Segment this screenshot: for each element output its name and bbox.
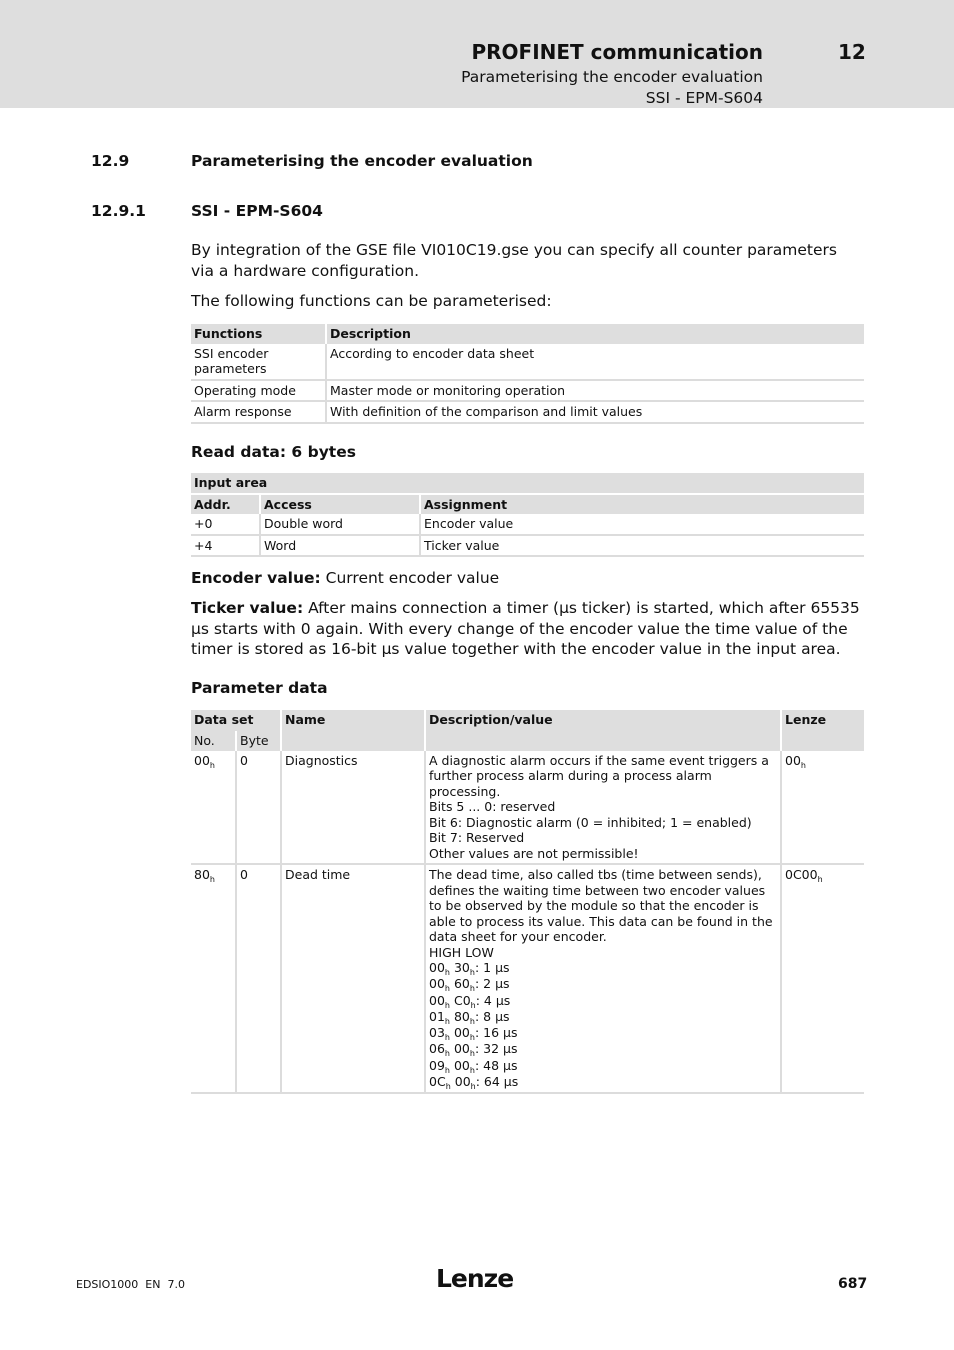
- header-title: PROFINET communication: [471, 40, 763, 64]
- document-id: EDSIO1000 EN 7.0: [76, 1278, 185, 1291]
- col-header-no: No.: [191, 731, 236, 751]
- intro-paragraph: By integration of the GSE file VI010C19.gse you can specify all counter parameters via a hardware configuration.: [191, 241, 837, 280]
- chapter-number: 12: [838, 40, 866, 64]
- functions-table: [191, 324, 864, 424]
- encoder-value-paragraph: [191, 568, 864, 589]
- dead-time-description: The dead time, also called tbs (time between sends), defines the waiting time between two encoder values to be observed by the module so that the encoder is able to process its value. This data can be found in the data sheet for your encoder. HIGH LOW: [429, 867, 773, 960]
- read-data-heading: Read data: 6 bytes: [191, 443, 356, 461]
- cell-description: [425, 864, 781, 1093]
- section-title: Parameterising the encoder evaluation: [191, 152, 533, 170]
- dead-time-value-line: $03_h$ $00_h$: 16 µs: [429, 1025, 518, 1043]
- cell-byte: 0: [236, 864, 281, 1093]
- cell-description: Master mode or monitoring operation: [326, 380, 864, 402]
- dead-time-value-line: $00_h$ $C0_h$: 4 µs: [429, 992, 511, 1010]
- cell-lenze: $0C00_h$: [781, 864, 864, 1093]
- subsection-number: 12.9.1: [91, 202, 146, 220]
- header-subtitle-1: Parameterising the encoder evaluation: [461, 68, 763, 86]
- page-number: 687: [838, 1276, 868, 1292]
- col-header-name: Name: [281, 710, 425, 751]
- parameter-data-heading: Parameter data: [191, 679, 328, 697]
- table-row-dead-time: [191, 864, 864, 1093]
- dead-time-value-line: $01_h$ $80_h$: 8 µs: [429, 1008, 510, 1026]
- ticker-value-paragraph: [191, 598, 864, 660]
- cell-description: A diagnostic alarm occurs if the same event triggers a further process alarm during a process alarm processing. Bits 5 ... 0: reserved Bit 6: Diagnostic alarm (0 = inhibited; 1 = enabled) Bit 7: Reserved Other values are not permissible!: [425, 751, 781, 865]
- dead-time-value-line: $09_h$ $00_h$: 48 µs: [429, 1057, 518, 1075]
- cell-lenze: $00_h$: [781, 751, 864, 865]
- input-area-table: [191, 473, 864, 557]
- col-header-description: Description: [326, 324, 864, 344]
- col-header-data-set: Data set: [191, 710, 281, 731]
- col-header-assignment: Assignment: [420, 494, 864, 515]
- ticker-value-label: Ticker value:: [191, 599, 304, 617]
- parameter-data-table: [191, 710, 864, 1094]
- col-header-lenze: Lenze: [781, 710, 864, 751]
- ticker-value-text: After mains connection a timer (µs ticker) is started, which after 65535 µs starts with 0 again. With every change of the encoder value the time value of the timer is stored as 16-bit µs value together with the encoder value in the input area.: [191, 599, 860, 658]
- cell-function: Alarm response: [191, 401, 326, 423]
- table-row: [191, 401, 864, 423]
- dead-time-value-line: $00_h$ $30_h$: 1 µs: [429, 960, 510, 977]
- table-row: [191, 344, 864, 380]
- intro-paragraph-2: The following functions can be parameterised:: [191, 292, 552, 310]
- cell-no: $00_h$: [191, 751, 236, 865]
- cell-access: Double word: [260, 514, 420, 535]
- dead-time-value-list: [429, 960, 777, 1090]
- header-subtitle-2: SSI - EPM-S604: [645, 89, 763, 107]
- cell-access: Word: [260, 535, 420, 557]
- subsection-title: SSI - EPM-S604: [191, 202, 323, 220]
- cell-description: With definition of the comparison and limit values: [326, 401, 864, 423]
- dead-time-value-line: $00_h$ $60_h$: 2 µs: [429, 976, 510, 994]
- table-row: [191, 535, 864, 557]
- col-header-functions: Functions: [191, 324, 326, 344]
- page-header: [0, 0, 954, 108]
- cell-name: Diagnostics: [281, 751, 425, 865]
- cell-assignment: Ticker value: [420, 535, 864, 557]
- cell-addr: +0: [191, 514, 260, 535]
- cell-addr: +4: [191, 535, 260, 557]
- cell-assignment: Encoder value: [420, 514, 864, 535]
- dead-time-value-line: $06_h$ $00_h$: 32 µs: [429, 1041, 518, 1059]
- cell-name: Dead time: [281, 864, 425, 1093]
- cell-byte: 0: [236, 751, 281, 865]
- table-row: [191, 380, 864, 402]
- cell-function: SSI encoder parameters: [191, 344, 326, 380]
- cell-description: According to encoder data sheet: [326, 344, 864, 380]
- table-row: [191, 514, 864, 535]
- lenze-logo: Lenze: [436, 1264, 514, 1293]
- col-header-addr: Addr.: [191, 494, 260, 515]
- table-row-diagnostics: [191, 751, 864, 865]
- col-header-access: Access: [260, 494, 420, 515]
- col-header-description-value: Description/value: [425, 710, 781, 751]
- dead-time-value-line: $0C_h$ $00_h$: 64 µs: [429, 1074, 519, 1092]
- group-header-input-area: Input area: [191, 473, 864, 494]
- col-header-byte: Byte: [236, 731, 281, 751]
- cell-no: $80_h$: [191, 864, 236, 1093]
- cell-function: Operating mode: [191, 380, 326, 402]
- encoder-value-text: Current encoder value: [320, 569, 500, 587]
- encoder-value-label: Encoder value:: [191, 569, 321, 587]
- section-number: 12.9: [91, 152, 130, 170]
